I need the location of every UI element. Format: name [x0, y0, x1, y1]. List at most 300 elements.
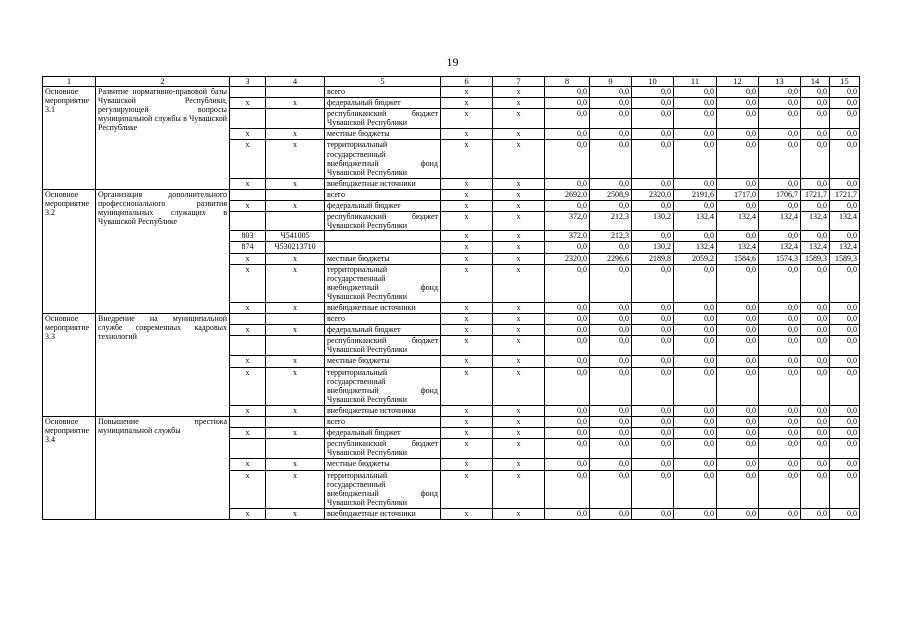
amount-cell: 0,0	[717, 428, 759, 439]
amount-cell: 0,0	[545, 470, 590, 508]
amount-cell: 372,0	[545, 212, 590, 231]
amount-cell: 0,0	[830, 405, 860, 416]
amount-cell: 0,0	[830, 98, 860, 109]
executor-code-cell: x	[230, 201, 266, 212]
funding-source-cell: территориальный государственный внебюджетный фонд Чувашской Республики	[325, 367, 441, 405]
amount-cell: 0,0	[674, 459, 717, 470]
amount-cell: 0,0	[759, 303, 801, 314]
amount-cell: 0,0	[759, 201, 801, 212]
amount-cell: 0,0	[830, 303, 860, 314]
section-code-cell: x	[441, 98, 493, 109]
funding-source-cell: внебюджетные источники	[325, 303, 441, 314]
amount-cell: 0,0	[801, 356, 830, 367]
amount-cell: 1706,7	[759, 189, 801, 200]
page-number: 19	[446, 55, 459, 69]
amount-cell: 0,0	[590, 405, 632, 416]
expense-type-cell: x	[493, 109, 545, 129]
amount-cell: 0,0	[674, 336, 717, 356]
funding-source-cell: республиканский бюджет Чувашской Республики	[325, 439, 441, 459]
funding-source-cell: федеральный бюджет	[325, 98, 441, 109]
expense-type-cell: x	[493, 417, 545, 428]
amount-cell: 132,4	[674, 242, 717, 253]
amount-cell: 0,0	[590, 140, 632, 178]
expense-type-cell: x	[493, 242, 545, 253]
amount-cell: 0,0	[830, 470, 860, 508]
amount-cell: 0,0	[632, 201, 674, 212]
expense-type-cell: x	[493, 231, 545, 242]
section-code-cell: x	[441, 140, 493, 178]
column-number-cell: 13	[759, 77, 801, 87]
amount-cell: 0,0	[590, 129, 632, 140]
section-code-cell: x	[441, 417, 493, 428]
amount-cell: 130,2	[632, 212, 674, 231]
amount-cell: 0,0	[801, 405, 830, 416]
funding-source-cell: республиканский бюджет Чувашской Республики	[325, 336, 441, 356]
amount-cell: 130,2	[632, 242, 674, 253]
amount-cell: 2191,6	[674, 189, 717, 200]
amount-cell: 0,0	[674, 439, 717, 459]
funding-source-cell: территориальный государственный внебюджетный фонд Чувашской Республики	[325, 470, 441, 508]
executor-code-cell	[230, 87, 266, 98]
amount-cell: 0,0	[717, 87, 759, 98]
section-code-cell: x	[441, 367, 493, 405]
activity-title-cell: Основное мероприятие 3.2	[43, 189, 96, 313]
expense-type-cell: x	[493, 87, 545, 98]
amount-cell: 0,0	[674, 428, 717, 439]
column-number-cell: 8	[545, 77, 590, 87]
amount-cell: 0,0	[545, 367, 590, 405]
activity-description-cell: Организация дополнительного профессионального развития муниципальных служащих в Чувашской Республике	[96, 189, 230, 313]
amount-cell: 0,0	[545, 439, 590, 459]
amount-cell: 0,0	[590, 242, 632, 253]
section-code-cell: x	[441, 231, 493, 242]
amount-cell: 2296,6	[590, 253, 632, 264]
amount-cell: 0,0	[674, 87, 717, 98]
amount-cell: 0,0	[590, 98, 632, 109]
funding-source-cell	[325, 242, 441, 253]
amount-cell: 212,3	[590, 231, 632, 242]
amount-cell: 0,0	[717, 508, 759, 519]
expense-type-cell: x	[493, 508, 545, 519]
amount-cell: 0,0	[590, 439, 632, 459]
executor-code-cell: x	[230, 140, 266, 178]
amount-cell: 0,0	[674, 417, 717, 428]
amount-cell: 132,4	[759, 242, 801, 253]
executor-code-cell: 803	[230, 231, 266, 242]
amount-cell: 0,0	[674, 508, 717, 519]
amount-cell: 132,4	[801, 242, 830, 253]
amount-cell: 0,0	[545, 417, 590, 428]
section-code-cell: x	[441, 405, 493, 416]
executor-code-cell: x	[230, 98, 266, 109]
column-number-row	[43, 77, 860, 87]
section-code-cell: x	[441, 508, 493, 519]
funding-source-cell: местные бюджеты	[325, 459, 441, 470]
amount-cell: 0,0	[674, 178, 717, 189]
amount-cell: 0,0	[717, 178, 759, 189]
section-code-cell: x	[441, 325, 493, 336]
amount-cell: 0,0	[632, 417, 674, 428]
amount-cell: 0,0	[590, 459, 632, 470]
expense-type-cell: x	[493, 336, 545, 356]
amount-cell: 0,0	[830, 428, 860, 439]
amount-cell: 0,0	[632, 231, 674, 242]
amount-cell: 0,0	[717, 98, 759, 109]
amount-cell: 0,0	[545, 264, 590, 302]
amount-cell: 0,0	[759, 231, 801, 242]
funding-source-cell: всего	[325, 189, 441, 200]
amount-cell: 0,0	[545, 87, 590, 98]
amount-cell: 0,0	[830, 231, 860, 242]
amount-cell: 0,0	[759, 325, 801, 336]
activity-title-cell: Основное мероприятие 3.1	[43, 87, 96, 190]
amount-cell: 0,0	[801, 336, 830, 356]
executor-code-cell: x	[230, 178, 266, 189]
expense-type-cell: x	[493, 201, 545, 212]
amount-cell: 0,0	[632, 129, 674, 140]
budget-class-code-cell: x	[266, 367, 325, 405]
funding-source-cell: территориальный государственный внебюджетный фонд Чувашской Республики	[325, 140, 441, 178]
amount-cell: 0,0	[590, 178, 632, 189]
amount-cell: 0,0	[830, 87, 860, 98]
amount-cell: 0,0	[759, 178, 801, 189]
expense-type-cell: x	[493, 459, 545, 470]
amount-cell: 2320,0	[545, 253, 590, 264]
column-number-cell: 6	[441, 77, 493, 87]
amount-cell: 2189,8	[632, 253, 674, 264]
amount-cell: 0,0	[674, 201, 717, 212]
budget-class-code-cell	[266, 314, 325, 325]
amount-cell: 1589,3	[801, 253, 830, 264]
amount-cell: 0,0	[759, 109, 801, 129]
section-code-cell: x	[441, 314, 493, 325]
expense-type-cell: x	[493, 253, 545, 264]
amount-cell: 0,0	[545, 140, 590, 178]
amount-cell: 2059,2	[674, 253, 717, 264]
budget-class-code-cell: x	[266, 129, 325, 140]
amount-cell: 1721,7	[801, 189, 830, 200]
budget-class-code-cell	[266, 417, 325, 428]
amount-cell: 0,0	[545, 201, 590, 212]
amount-cell: 0,0	[632, 356, 674, 367]
amount-cell: 0,0	[590, 264, 632, 302]
amount-cell: 0,0	[759, 87, 801, 98]
section-code-cell: x	[441, 129, 493, 140]
amount-cell: 1584,6	[717, 253, 759, 264]
funding-source-cell: федеральный бюджет	[325, 201, 441, 212]
section-code-cell: x	[441, 87, 493, 98]
expense-type-cell: x	[493, 98, 545, 109]
executor-code-cell	[230, 417, 266, 428]
amount-cell: 0,0	[674, 98, 717, 109]
activity-description-cell: Повышение престижа муниципальной службы	[96, 417, 230, 520]
amount-cell: 0,0	[801, 314, 830, 325]
amount-cell: 0,0	[674, 264, 717, 302]
amount-cell: 0,0	[590, 508, 632, 519]
executor-code-cell: x	[230, 508, 266, 519]
amount-cell: 0,0	[801, 459, 830, 470]
amount-cell: 0,0	[830, 109, 860, 129]
expense-type-cell: x	[493, 367, 545, 405]
amount-cell: 0,0	[830, 264, 860, 302]
expense-type-cell: x	[493, 356, 545, 367]
executor-code-cell: x	[230, 367, 266, 405]
amount-cell: 0,0	[717, 336, 759, 356]
funding-source-cell: местные бюджеты	[325, 129, 441, 140]
section-code-cell: x	[441, 428, 493, 439]
amount-cell: 0,0	[830, 367, 860, 405]
amount-cell: 0,0	[674, 325, 717, 336]
budget-class-code-cell	[266, 87, 325, 98]
table-row	[43, 189, 860, 200]
amount-cell: 0,0	[545, 129, 590, 140]
amount-cell: 0,0	[759, 417, 801, 428]
amount-cell: 0,0	[759, 140, 801, 178]
amount-cell: 0,0	[545, 314, 590, 325]
expense-type-cell: x	[493, 314, 545, 325]
budget-class-code-cell: x	[266, 98, 325, 109]
amount-cell: 212,3	[590, 212, 632, 231]
executor-code-cell: x	[230, 405, 266, 416]
amount-cell: 0,0	[590, 109, 632, 129]
funding-source-cell: федеральный бюджет	[325, 325, 441, 336]
amount-cell: 0,0	[545, 356, 590, 367]
budget-class-code-cell: x	[266, 325, 325, 336]
funding-source-cell: федеральный бюджет	[325, 428, 441, 439]
amount-cell: 2692,0	[545, 189, 590, 200]
budget-class-code-cell	[266, 439, 325, 459]
amount-cell: 0,0	[801, 98, 830, 109]
amount-cell: 0,0	[717, 470, 759, 508]
budget-class-code-cell: x	[266, 356, 325, 367]
amount-cell: 0,0	[545, 508, 590, 519]
amount-cell: 0,0	[674, 109, 717, 129]
amount-cell: 0,0	[545, 303, 590, 314]
budget-class-code-cell: x	[266, 201, 325, 212]
amount-cell: 0,0	[674, 405, 717, 416]
amount-cell: 0,0	[632, 178, 674, 189]
amount-cell: 0,0	[590, 336, 632, 356]
amount-cell: 0,0	[801, 129, 830, 140]
expense-type-cell: x	[493, 470, 545, 508]
section-code-cell: x	[441, 356, 493, 367]
amount-cell: 0,0	[830, 325, 860, 336]
executor-code-cell: x	[230, 303, 266, 314]
amount-cell: 0,0	[830, 314, 860, 325]
executor-code-cell	[230, 439, 266, 459]
amount-cell: 0,0	[590, 314, 632, 325]
amount-cell: 0,0	[759, 405, 801, 416]
expense-type-cell: x	[493, 189, 545, 200]
amount-cell: 0,0	[632, 336, 674, 356]
column-number-cell: 10	[632, 77, 674, 87]
amount-cell: 0,0	[759, 508, 801, 519]
amount-cell: 0,0	[801, 367, 830, 405]
amount-cell: 0,0	[632, 325, 674, 336]
amount-cell: 0,0	[590, 303, 632, 314]
section-code-cell: x	[441, 439, 493, 459]
amount-cell: 0,0	[801, 201, 830, 212]
amount-cell: 0,0	[801, 470, 830, 508]
column-number-cell: 2	[96, 77, 230, 87]
amount-cell: 0,0	[717, 439, 759, 459]
executor-code-cell	[230, 212, 266, 231]
activity-description-cell: Внедрение на муниципальной службе современных кадровых технологий	[96, 314, 230, 417]
amount-cell: 0,0	[590, 470, 632, 508]
amount-cell: 0,0	[801, 140, 830, 178]
funding-source-cell: внебюджетные источники	[325, 178, 441, 189]
amount-cell: 0,0	[759, 264, 801, 302]
expense-type-cell: x	[493, 140, 545, 178]
activity-title-cell: Основное мероприятие 3.4	[43, 417, 96, 520]
expense-type-cell: x	[493, 325, 545, 336]
amount-cell: 0,0	[717, 264, 759, 302]
budget-class-code-cell	[266, 212, 325, 231]
expense-type-cell: x	[493, 212, 545, 231]
budget-class-code-cell	[266, 109, 325, 129]
amount-cell: 0,0	[632, 367, 674, 405]
expense-type-cell: x	[493, 405, 545, 416]
funding-source-cell: местные бюджеты	[325, 356, 441, 367]
amount-cell: 0,0	[674, 470, 717, 508]
amount-cell: 0,0	[632, 98, 674, 109]
amount-cell: 0,0	[759, 439, 801, 459]
table-row	[43, 314, 860, 325]
column-number-cell: 11	[674, 77, 717, 87]
amount-cell: 0,0	[717, 314, 759, 325]
amount-cell: 0,0	[674, 140, 717, 178]
amount-cell: 0,0	[590, 201, 632, 212]
amount-cell: 2508,9	[590, 189, 632, 200]
amount-cell: 2320,0	[632, 189, 674, 200]
amount-cell: 132,4	[759, 212, 801, 231]
activity-title-cell: Основное мероприятие 3.3	[43, 314, 96, 417]
amount-cell: 0,0	[590, 325, 632, 336]
column-number-cell: 7	[493, 77, 545, 87]
amount-cell: 0,0	[830, 140, 860, 178]
amount-cell: 0,0	[632, 439, 674, 459]
amount-cell: 0,0	[801, 439, 830, 459]
amount-cell: 0,0	[545, 242, 590, 253]
column-number-cell: 9	[590, 77, 632, 87]
amount-cell: 0,0	[717, 405, 759, 416]
amount-cell: 0,0	[674, 367, 717, 405]
budget-class-code-cell: x	[266, 470, 325, 508]
amount-cell: 0,0	[590, 417, 632, 428]
amount-cell: 0,0	[717, 356, 759, 367]
amount-cell: 0,0	[830, 336, 860, 356]
amount-cell: 0,0	[801, 325, 830, 336]
amount-cell: 0,0	[801, 87, 830, 98]
amount-cell: 0,0	[674, 129, 717, 140]
amount-cell: 0,0	[717, 140, 759, 178]
amount-cell: 0,0	[590, 367, 632, 405]
amount-cell: 0,0	[632, 87, 674, 98]
budget-class-code-cell: x	[266, 459, 325, 470]
amount-cell: 0,0	[674, 356, 717, 367]
funding-source-cell: республиканский бюджет Чувашской Республики	[325, 212, 441, 231]
amount-cell: 0,0	[545, 178, 590, 189]
budget-class-code-cell: x	[266, 253, 325, 264]
amount-cell: 0,0	[759, 428, 801, 439]
amount-cell: 0,0	[759, 367, 801, 405]
budget-class-code-cell: x	[266, 508, 325, 519]
funding-source-cell: республиканский бюджет Чувашской Республики	[325, 109, 441, 129]
amount-cell: 0,0	[632, 428, 674, 439]
amount-cell: 0,0	[545, 336, 590, 356]
column-number-cell: 12	[717, 77, 759, 87]
amount-cell: 0,0	[717, 325, 759, 336]
section-code-cell: x	[441, 189, 493, 200]
amount-cell: 0,0	[717, 129, 759, 140]
budget-class-code-cell: x	[266, 428, 325, 439]
section-code-cell: x	[441, 459, 493, 470]
amount-cell: 0,0	[674, 303, 717, 314]
funding-source-cell	[325, 231, 441, 242]
expense-type-cell: x	[493, 439, 545, 459]
amount-cell: 0,0	[632, 303, 674, 314]
amount-cell: 0,0	[632, 405, 674, 416]
column-number-cell: 5	[325, 77, 441, 87]
amount-cell: 0,0	[830, 201, 860, 212]
amount-cell: 0,0	[759, 470, 801, 508]
amount-cell: 0,0	[759, 356, 801, 367]
amount-cell: 0,0	[717, 109, 759, 129]
amount-cell: 0,0	[759, 314, 801, 325]
amount-cell: 0,0	[830, 178, 860, 189]
executor-code-cell	[230, 336, 266, 356]
budget-class-code-cell	[266, 336, 325, 356]
amount-cell: 0,0	[590, 428, 632, 439]
expense-type-cell: x	[493, 178, 545, 189]
budget-class-code-cell	[266, 189, 325, 200]
funding-source-cell: внебюджетные источники	[325, 508, 441, 519]
amount-cell: 0,0	[632, 470, 674, 508]
amount-cell: 0,0	[590, 87, 632, 98]
amount-cell: 0,0	[632, 264, 674, 302]
amount-cell: 132,4	[830, 212, 860, 231]
section-code-cell: x	[441, 242, 493, 253]
executor-code-cell: x	[230, 129, 266, 140]
section-code-cell: x	[441, 264, 493, 302]
budget-class-code-cell: x	[266, 178, 325, 189]
amount-cell: 0,0	[830, 508, 860, 519]
expense-type-cell: x	[493, 428, 545, 439]
amount-cell: 0,0	[590, 356, 632, 367]
budget-class-code-cell: x	[266, 405, 325, 416]
amount-cell: 0,0	[830, 417, 860, 428]
funding-source-cell: местные бюджеты	[325, 253, 441, 264]
amount-cell: 0,0	[759, 459, 801, 470]
executor-code-cell: x	[230, 325, 266, 336]
amount-cell: 0,0	[674, 314, 717, 325]
executor-code-cell: x	[230, 356, 266, 367]
column-number-cell: 4	[266, 77, 325, 87]
amount-cell: 0,0	[545, 428, 590, 439]
executor-code-cell	[230, 314, 266, 325]
amount-cell: 132,4	[830, 242, 860, 253]
amount-cell: 1574,3	[759, 253, 801, 264]
expense-type-cell: x	[493, 264, 545, 302]
amount-cell: 0,0	[801, 508, 830, 519]
budget-class-code-cell: x	[266, 303, 325, 314]
amount-cell: 0,0	[801, 303, 830, 314]
amount-cell: 0,0	[545, 325, 590, 336]
budget-class-code-cell: x	[266, 140, 325, 178]
amount-cell: 0,0	[545, 109, 590, 129]
amount-cell: 0,0	[674, 231, 717, 242]
amount-cell: 0,0	[801, 417, 830, 428]
